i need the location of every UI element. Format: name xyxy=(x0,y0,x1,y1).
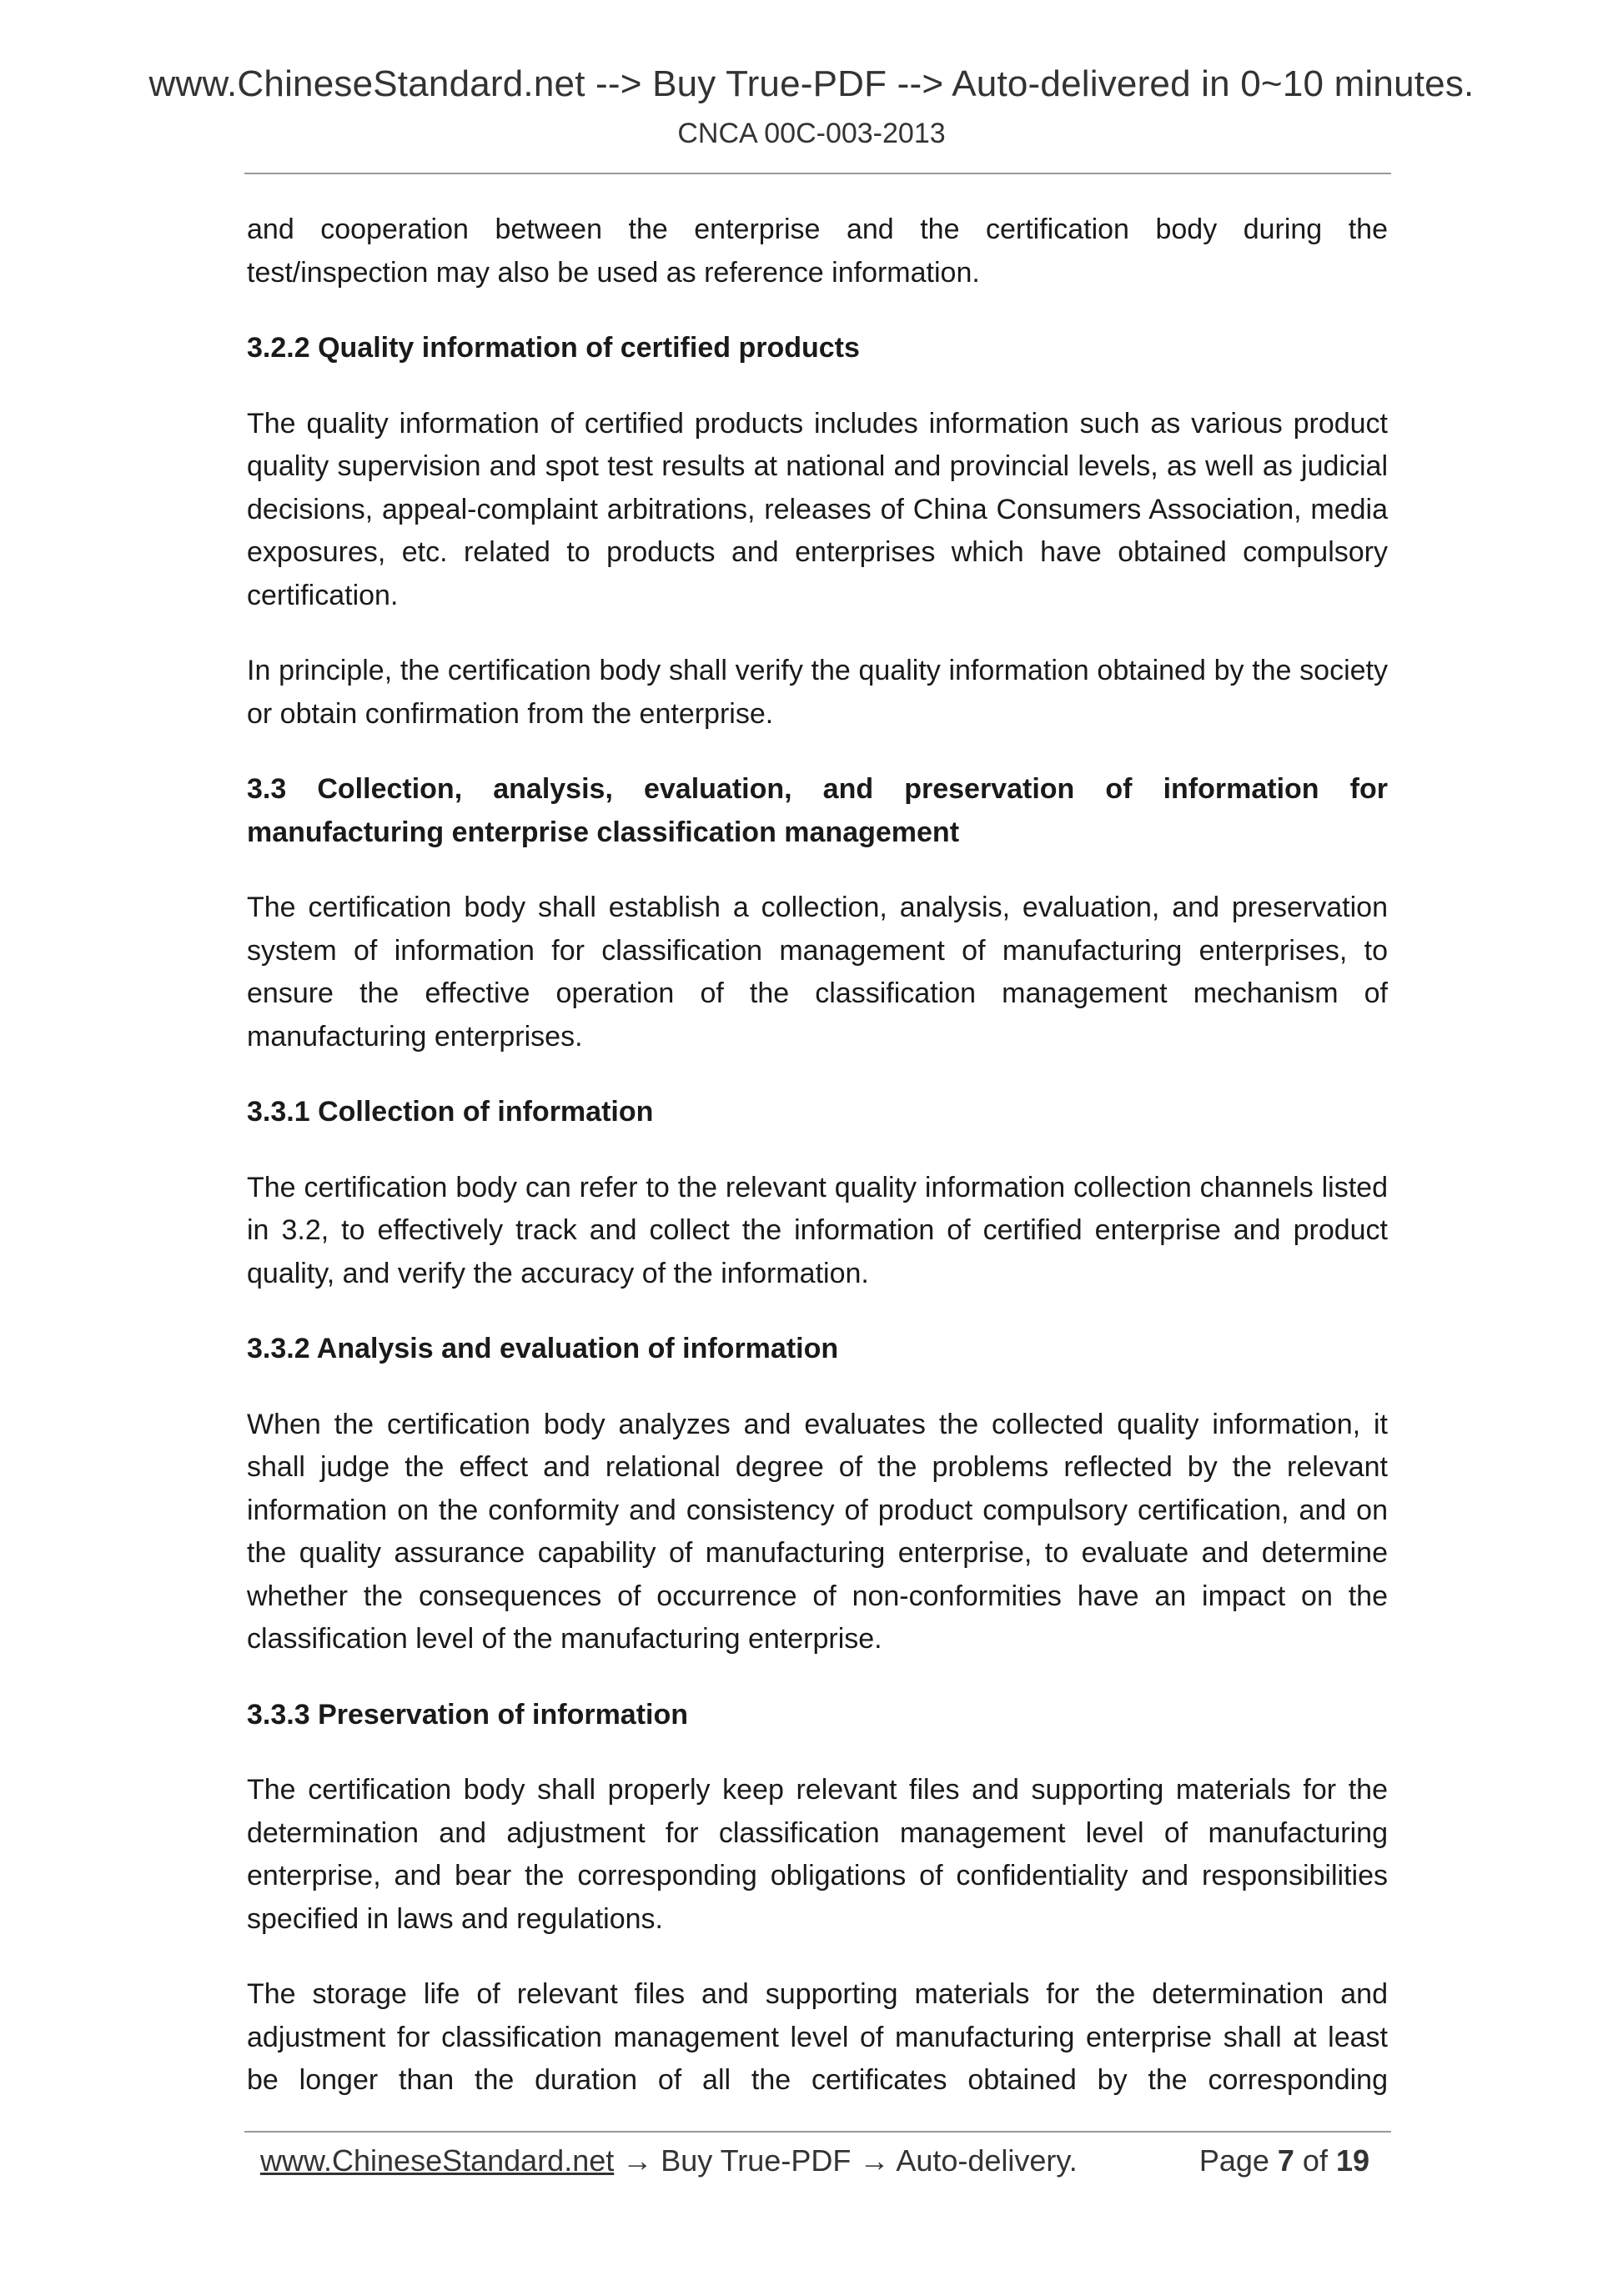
footer-tagline: → Buy True-PDF → Auto-delivery. xyxy=(614,2143,1078,2178)
paragraph-analysis: When the certification body analyzes and evaluates the collected quality information, it shall judge the effect and relational degree of the problems reflected by the relevant information on the conformity and consistency of product compulsory certification, and on the quality assurance capability of manufacturing enterprise, to evaluate and determine whether the consequences of occurrence of non-conformities have an impact on the classification level of the manufacturing enterprise. xyxy=(247,1408,1388,1655)
paragraph-continuation: and cooperation between the enterprise and the certification body during the test/inspection may also be used as reference information. xyxy=(247,214,1388,289)
page-word: Page xyxy=(1198,2143,1278,2178)
header-banner: www.ChineseStandard.net --> Buy True-PDF --> Auto-delivered in 0~10 minutes. xyxy=(148,63,1475,104)
page-number: 7 xyxy=(1277,2143,1294,2178)
header-divider xyxy=(244,173,1391,174)
page-indicator xyxy=(1199,2143,1369,2178)
of-word: of xyxy=(1294,2143,1336,2178)
heading-3-3-2: 3.3.2 Analysis and evaluation of information xyxy=(247,1333,839,1364)
heading-3-2-2: 3.2.2 Quality information of certified products xyxy=(247,332,860,364)
heading-3-3-1: 3.3.1 Collection of information xyxy=(247,1096,654,1128)
footer-divider xyxy=(244,2131,1391,2133)
paragraph-system: The certification body shall establish a collection, analysis, evaluation, and preservation system of information for classification management of manufacturing enterprises, to ensure the effective operation of the classification management mechanism of manufacturing enterprises. xyxy=(247,892,1388,1053)
footer-site-link[interactable]: www.ChineseStandard.net xyxy=(260,2143,615,2178)
heading-3-3-3: 3.3.3 Preservation of information xyxy=(247,1698,689,1731)
paragraph-quality-information: The quality information of certified products includes information such as various product quality supervision and spot test results at national and provincial levels, as well as judicial decisions, appeal-complaint arbitrations, releases of China Consumers Association, media exposures, etc. related to products and enterprises which have obtained compulsory certification. xyxy=(247,407,1388,611)
page-content xyxy=(247,208,1388,2103)
page-footer xyxy=(260,2143,1369,2185)
paragraph-collection: The certification body can refer to the relevant quality information collection channels listed in 3.2, to effectively track and collect the information of certified enterprise and product quality, and verify the accuracy of the information. xyxy=(247,1171,1388,1289)
heading-3-3: 3.3 Collection, analysis, evaluation, and preservation of information for manufacturing enterprise classification management xyxy=(247,773,1388,848)
paragraph-verification: In principle, the certification body shall verify the quality information obtained by the society or obtain confirmation from the enterprise. xyxy=(247,655,1388,730)
page-total: 19 xyxy=(1335,2143,1369,2178)
paragraph-preservation: The certification body shall properly keep relevant files and supporting materials for the determination and adjustment for classification management level of manufacturing enterprise, and bear the corresponding obligations of confidentiality and responsibilities specified in laws and regulations. xyxy=(247,1774,1388,1935)
footer-left xyxy=(260,2143,1078,2178)
paragraph-storage-life: The storage life of relevant files and supporting materials for the determination and adjustment for classification management level of manufacturing enterprise shall at least be longer than the duration of all the certificates obtained by the corresponding xyxy=(247,1978,1388,2096)
document-code: CNCA 00C-003-2013 xyxy=(677,118,946,149)
